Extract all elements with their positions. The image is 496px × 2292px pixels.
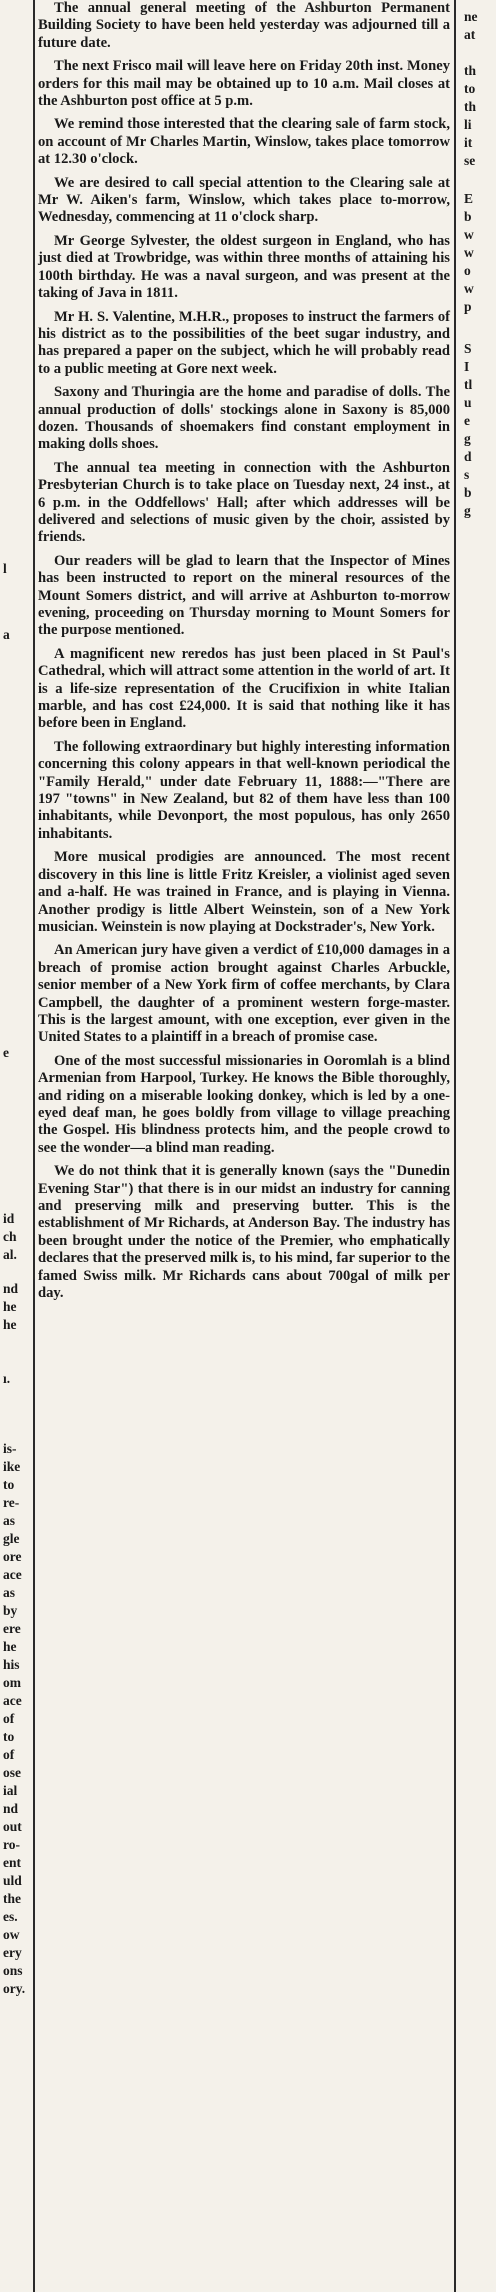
right-fragment: b xyxy=(464,485,472,500)
left-fragment: ro- xyxy=(3,1837,20,1852)
left-fragment: es. xyxy=(3,1909,18,1924)
right-fragment: E xyxy=(464,191,474,206)
left-fragment: l xyxy=(3,561,7,576)
right-column-fragments xyxy=(458,0,496,2292)
left-fragment: ory. xyxy=(3,1981,26,1996)
paragraph-george-sylvester: Mr George Sylvester, the oldest surgeon in England, who has just died at Trowbridge, was within three months of attaining his 100th birthday. He was a naval surgeon, and was present at the taking of Java in 1811. xyxy=(38,232,450,302)
left-fragment: ace xyxy=(3,1693,22,1708)
left-fragment: ere xyxy=(3,1621,21,1636)
left-fragment: ose xyxy=(3,1765,21,1780)
left-fragment: e xyxy=(3,1045,9,1060)
right-fragment: w xyxy=(464,281,474,296)
left-fragment: by xyxy=(3,1603,18,1618)
paragraph-beet-sugar: Mr H. S. Valentine, M.H.R., proposes to instruct the farmers of his district as to the possibilities of the beet sugar industry, and has prepared a paper on the subject, which he will probably read to a public meeting at Gore next week. xyxy=(38,308,450,377)
left-fragment: al. xyxy=(3,1247,17,1262)
right-fragment: o xyxy=(464,263,471,278)
left-fragment: ow xyxy=(3,1927,20,1942)
left-fragment: uld xyxy=(3,1873,22,1888)
right-fragment: tl xyxy=(464,377,473,392)
right-fragment: to xyxy=(464,81,476,96)
right-column-rule xyxy=(454,0,456,2292)
left-fragment: ery xyxy=(3,1945,22,1960)
left-fragment: id xyxy=(3,1211,15,1226)
right-fragment: b xyxy=(464,209,472,224)
left-fragment: he xyxy=(3,1299,17,1314)
right-fragment: th xyxy=(464,63,477,78)
left-fragment: ch xyxy=(3,1229,17,1244)
left-fragment: his xyxy=(3,1657,20,1672)
left-fragment: as xyxy=(3,1585,16,1600)
left-fragment: ı. xyxy=(3,1371,11,1386)
right-fragment: se xyxy=(464,153,476,168)
left-fragment: nd xyxy=(3,1801,19,1816)
right-fragment: th xyxy=(464,99,477,114)
left-fragment: to xyxy=(3,1477,15,1492)
left-fragment: of xyxy=(3,1747,15,1762)
paragraph-musical-prodigies: More musical prodigies are announced. The most recent discovery in this line is little Fritz Kreisler, a violinist aged seven and a-half. He was trained in France, and is playing in Vienna. Another prodigy is little Albert Weinstein, son of a New York musician. Weinstein is now playing at Dockstrader's, New York. xyxy=(38,849,450,935)
right-fragment: at xyxy=(464,27,476,42)
paragraph-inspector-of-mines: Our readers will be glad to learn that the Inspector of Mines has been instructed to report on the mineral resources of the Mount Somers district, and will arrive at Ashburton to-morrow evening, proceeding on Thursday morning to Mount Somers for the purpose mentioned. xyxy=(38,552,450,639)
left-fragment: a xyxy=(3,627,10,642)
left-fragment: as xyxy=(3,1513,16,1528)
left-fragment: ace xyxy=(3,1567,22,1582)
left-fragment: ore xyxy=(3,1549,22,1564)
left-fragment: to xyxy=(3,1729,15,1744)
paragraph-reredos: A magnificent new reredos has just been placed in St Paul's Cathedral, which will attract some attention in the world of art. It is a life-size representation of the Crucifixion in white Italian marble, and has cost £24,000. It is said that nothing like it has before been in England. xyxy=(38,645,450,732)
left-fragment: is- xyxy=(3,1441,17,1456)
right-fragment: ne xyxy=(464,9,478,24)
left-column-fragments xyxy=(0,0,32,2292)
paragraph-building-society: The annual general meeting of the Ashburton Permanent Building Society to have been held yesterday was adjourned till a future date. xyxy=(38,0,450,51)
left-fragment: of xyxy=(3,1711,15,1726)
left-fragment: the xyxy=(3,1891,21,1906)
left-fragment: he xyxy=(3,1317,17,1332)
paragraph-clearing-sale-aiken: We are desired to call special attention to the Clearing sale at Mr W. Aiken's farm, Winslow, which takes place to-morrow, Wednesday, commencing at 11 o'clock sharp. xyxy=(38,174,450,226)
left-fragment: gle xyxy=(3,1531,20,1546)
left-column-rule xyxy=(33,0,35,2292)
left-fragment: om xyxy=(3,1675,21,1690)
left-fragment: re- xyxy=(3,1495,20,1510)
right-fragment: g xyxy=(464,431,471,446)
paragraph-clearing-sale-martin: We remind those interested that the clearing sale of farm stock, on account of Mr Charles Martin, Winslow, takes place tomorrow at 12.30 o'clock. xyxy=(38,116,450,168)
right-fragment: p xyxy=(464,299,472,314)
right-fragment: it xyxy=(464,135,473,150)
left-fragment: ons xyxy=(3,1963,23,1978)
right-fragment: u xyxy=(464,395,472,410)
left-fragment: ike xyxy=(3,1459,21,1474)
right-fragment: li xyxy=(464,117,472,132)
right-fragment: g xyxy=(464,503,471,518)
right-fragment: w xyxy=(464,245,474,260)
right-fragment: d xyxy=(464,449,472,464)
left-fragment: ial xyxy=(3,1783,18,1798)
right-fragment: e xyxy=(464,413,470,428)
paragraph-tea-meeting: The annual tea meeting in connection with the Ashburton Presbyterian Church is to take place on Tuesday next, 24 inst., at 6 p.m. in the Oddfellows' Hall; after which addresses will be delivered and selections of music given by the choir, assisted by friends. xyxy=(38,459,450,546)
paragraph-frisco-mail: The next Frisco mail will leave here on Friday 20th inst. Money orders for this mail may be obtained up to 10 a.m. Mail closes at the Ashburton post office at 5 p.m. xyxy=(38,58,450,110)
news-column xyxy=(38,0,450,1302)
right-fragment: s xyxy=(464,467,470,482)
right-fragment: I xyxy=(464,359,470,374)
right-fragment: S xyxy=(464,341,472,356)
left-fragment: he xyxy=(3,1639,17,1654)
right-fragment: w xyxy=(464,227,474,242)
paragraph-blind-missionary: One of the most successful missionaries in Ooromlah is a blind Armenian from Harpool, Turkey. He knows the Bible thoroughly, and riding on a miserable looking donkey, which is led by a one-eyed deaf man, he goes boldly from village to village preaching the Gospel. His blindness protects him, and the people crowd to see the wonder—a blind man reading. xyxy=(38,1052,450,1156)
paragraph-saxony-dolls: Saxony and Thuringia are the home and paradise of dolls. The annual production of dolls' stockings alone in Saxony is 85,000 dozen. Thousands of shoemakers find constant employment in making dolls shoes. xyxy=(38,384,450,453)
left-fragment: out xyxy=(3,1819,22,1834)
paragraph-family-herald: The following extraordinary but highly interesting information concerning this colony appears in that well-known periodical the "Family Herald," under date February 11, 1888:—"There are 197 "towns" in New Zealand, but 82 of them have less than 100 inhabitants, while Devonport, the most populous, has only 2650 inhabitants. xyxy=(38,738,450,842)
paragraph-milk-industry: We do not think that it is generally known (says the "Dunedin Evening Star") that there is in our midst an industry for canning and preserving milk and preserving butter. This is the establishment of Mr Richards, at Anderson Bay. The industry has been brought under the notice of the Premier, who emphatically declares that the preserved milk is, to his mind, far superior to the famed Swiss milk. Mr Richards cans about 700gal of milk per day. xyxy=(38,1163,450,1302)
paragraph-breach-of-promise: An American jury have given a verdict of £10,000 damages in a breach of promise action brought against Charles Arbuckle, senior member of a New York firm of coffee merchants, by Clara Campbell, the daughter of a prominent western forge-master. This is the largest amount, with one exception, ever given in the United States to a plaintiff in a breach of promise case. xyxy=(38,942,450,1046)
left-fragment: ent xyxy=(3,1855,21,1870)
left-fragment: nd xyxy=(3,1281,19,1296)
